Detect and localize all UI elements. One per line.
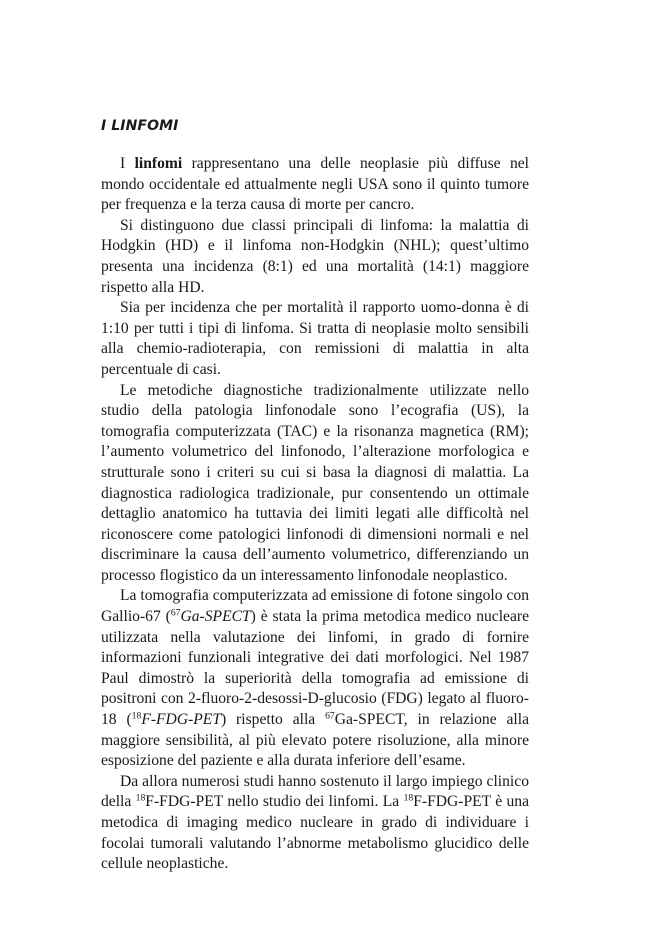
section-title: I LINFOMI xyxy=(101,118,179,134)
paragraph-5: La tomografia computerizzata ad emissione di fotone singolo con Gallio-67 ($^{67}$Ga-SPECT) è stata la prima metodica medico nucleare utilizzata nella valutazione dei linfomi, in grado di fornire informazioni funzionali integrative dei dati morfologici. Nel 1987 Paul dimostrò la superiorità della tomografia ad emissione di positroni con 2-fluoro-2-desossi-D-glucosio (FDG) legato al fluoro-18 ($^{18}$F-FDG-PET) rispetto alla $^{67}$Ga-SPECT, in relazione alla maggiore sensibilità, al più elevato potere risoluzione, alla minore esposizione del paziente e alla durata inferiore dell’esame. xyxy=(101,587,529,770)
paragraph-2: Si distinguono due classi principali di linfoma: la malattia di Hodgkin (HD) e il linfoma non-Hodgkin (NHL); quest’ultimo presenta una incidenza (8:1) ed una mortalità (14:1) maggiore rispetto alla HD. xyxy=(101,216,529,296)
page-content xyxy=(101,118,529,875)
bold-term: linfomi xyxy=(134,155,183,172)
paragraph-3: Sia per incidenza che per mortalità il rapporto uomo-donna è di 1:10 per tutti i tipi di linfoma. Si tratta di neoplasie molto sensibili alla chemio-radioterapia, con remissioni di malattia in alta percentuale di casi. xyxy=(101,299,529,378)
paragraph-1: I linfomi rappresentano una delle neoplasie più diffuse nel mondo occidentale ed attualmente negli USA sono il quinto tumore per frequenza e la terza causa di morte per cancro. xyxy=(101,155,530,214)
body-text xyxy=(101,154,529,875)
paragraph-4: Le metodiche diagnostiche tradizionalmente utilizzate nello studio della patologia linfonodale sono l’ecografia (US), la tomografia computerizzata (TAC) e la risonanza magnetica (RM); l’aumento volumetrico del linfonodo, l’alterazione morfologica e strutturale sono i criteri su cui si basa la diagnosi di malattia. La diagnostica radiologica tradizionale, pur consentendo un ottimale dettaglio anatomico ha tuttavia dei limiti legati alle difficoltà nel riconoscere come patologici linfonodi di dimensioni normali e nel discriminare la causa dell’aumento volumetrico, differenziando un processo flogistico da un interessamento linfonodale neoplastico. xyxy=(101,381,529,584)
paragraph-6: Da allora numerosi studi hanno sostenuto il largo impiego clinico della $^{18}$F-FDG-PET nello studio dei linfomi. La $^{18}$F-FDG-PET è una metodica di imaging medico nucleare in grado di individuare i focolai tumorali valutando l’abnorme metabolismo glucidico delle cellule neoplastiche. xyxy=(101,772,530,873)
